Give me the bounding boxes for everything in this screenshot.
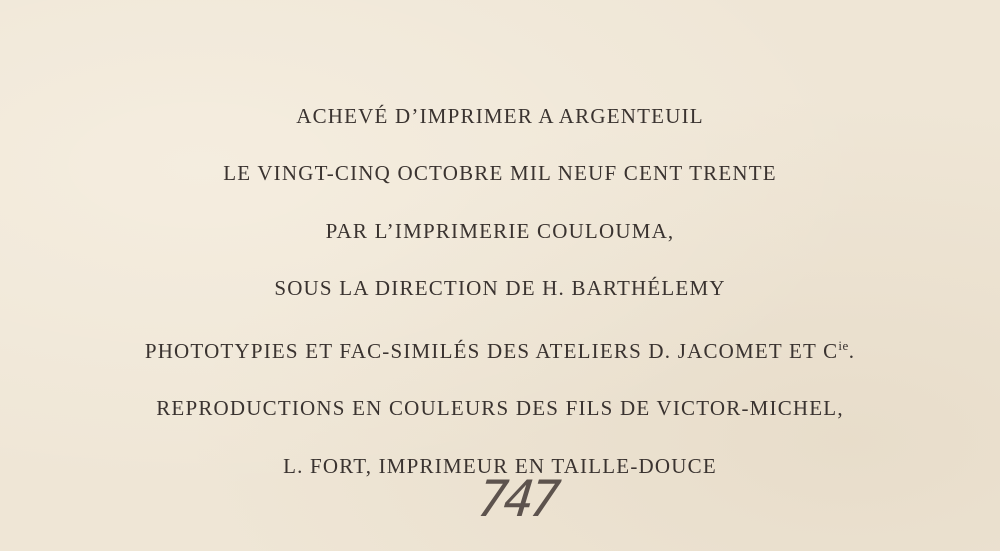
colophon-line-phototypes	[0, 317, 1000, 380]
colophon-line-intaglio: L. FORT, IMPRIMEUR EN TAILLE-DOUCE	[283, 453, 717, 478]
colophon-line-direction: SOUS LA DIRECTION DE H. BARTHÉLEMY	[274, 275, 726, 300]
colophon-line-printing-place: ACHEVÉ D’IMPRIMER A ARGENTEUIL	[296, 104, 704, 128]
phototypes-text: PHOTOTYPIES ET FAC-SIMILÉS DES ATELIERS D. JACOMET ET C	[144, 339, 839, 364]
copy-number-stamp: 747	[474, 470, 560, 528]
phototypes-period: .	[848, 339, 856, 364]
colophon-line-printer: PAR L’IMPRIMERIE COULOUMA,	[325, 218, 675, 243]
colophon-line-date: LE VINGT-CINQ OCTOBRE MIL NEUF CENT TRENTE	[223, 161, 777, 186]
colophon-line-color-reproductions: REPRODUCTIONS EN COULEURS DES FILS DE VICTOR-MICHEL,	[156, 396, 844, 421]
colophon	[0, 88, 1000, 495]
superscript-ie: ie	[838, 338, 849, 354]
